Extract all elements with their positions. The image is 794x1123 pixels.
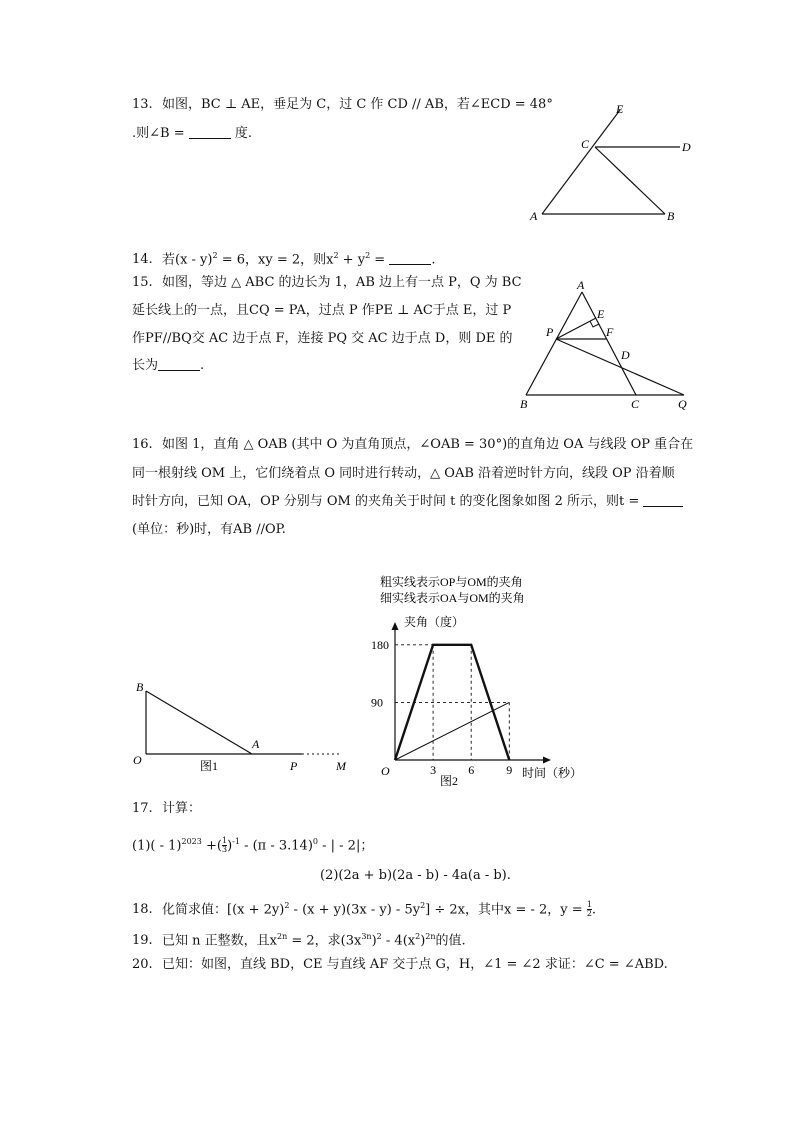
q13-label-E: E bbox=[616, 102, 624, 116]
q17-p1-text-3: - (π - 3.14) bbox=[239, 838, 313, 854]
q19-text-6: 的值. bbox=[435, 933, 466, 949]
q13-line-CB bbox=[595, 147, 665, 214]
q17-p1-frac-num: 1 bbox=[221, 836, 228, 846]
q17-p1-exp-2: -1 bbox=[232, 837, 240, 846]
fig1-side-BA bbox=[146, 691, 252, 754]
q18-text-4: . bbox=[591, 902, 597, 918]
q16-text-2: 同一根射线 OM 上，它们绕着点 O 同时进行转动，△ OAB 沿着逆时针方向，线段 OP 沿着顺 bbox=[132, 466, 675, 481]
q17-p2-text: (2)(2a + b)(2a - b) - 4a(a - b). bbox=[320, 868, 511, 883]
q20-text: 已知：如图，直线 BD，CE 与直线 AF 交于点 G，H，∠1 = ∠2 求证：∠C = ∠ABD. bbox=[162, 957, 668, 972]
q14-line bbox=[132, 247, 435, 269]
q13-answer-blank[interactable] bbox=[189, 126, 231, 139]
q15-line-PQ bbox=[556, 339, 684, 395]
chart-ytick-label: 90 bbox=[371, 695, 383, 710]
q17-p1-fraction bbox=[222, 837, 227, 854]
chart-title: 粗实线表示OP与OM的夹角 bbox=[380, 575, 523, 589]
chart-subtitle: 细实线表示OA与OM的夹角 bbox=[380, 591, 525, 605]
q13-line-AE bbox=[542, 110, 620, 214]
q17-p1-frac-den: 3 bbox=[221, 845, 228, 855]
q19-text-5: ) bbox=[420, 933, 426, 949]
q15-label-B: B bbox=[520, 397, 528, 411]
q15-line1 bbox=[132, 274, 522, 292]
q13-text-3: 度. bbox=[234, 126, 253, 141]
q17-number: 17. bbox=[132, 801, 153, 816]
q15-text-5: . bbox=[200, 358, 205, 373]
q13-text-1: 如图，BC ⊥ AE，垂足为 C，过 C 作 CD // AB，若∠ECD = 48° bbox=[162, 97, 553, 112]
q19-text-1: 已知 n 正整数，且x bbox=[162, 933, 277, 949]
chart-x-arrow bbox=[543, 757, 551, 764]
chart-xtick-label: 9 bbox=[506, 763, 513, 777]
q18-text-1: 化简求值：[(x + 2y) bbox=[162, 902, 285, 918]
q18-frac-den: 2 bbox=[586, 909, 592, 919]
chart-origin-label: O bbox=[381, 764, 390, 778]
q14-text-2: = 6，xy = 2，则x bbox=[217, 252, 334, 268]
q17-p1-text-4: - | - 2|； bbox=[317, 838, 374, 854]
q16-line1 bbox=[132, 436, 693, 454]
q18-text-2: - (x + y)(3x - y) - 5y bbox=[289, 902, 421, 918]
q15-text-4: 长为 bbox=[132, 358, 159, 373]
q17-line-title bbox=[132, 800, 201, 818]
q17-p1-exp-3: 0 bbox=[312, 837, 318, 846]
q19-exp-4: 2 bbox=[415, 932, 421, 941]
q15-label-D: D bbox=[621, 348, 630, 362]
q13-text-2: .则∠B = bbox=[132, 126, 185, 141]
q15-number: 15. bbox=[132, 275, 153, 290]
chart-ytick-label: 180 bbox=[371, 637, 389, 652]
q14-text-4: = bbox=[370, 252, 386, 268]
chart-ylabel: 夹角（度） bbox=[404, 615, 465, 629]
q16-figure1 bbox=[130, 678, 355, 776]
q19-exp-1: 2n bbox=[276, 932, 288, 941]
q14-text-3: + y bbox=[338, 252, 366, 268]
q13-line1 bbox=[132, 96, 553, 114]
chart-xlabel: 时间（秒） bbox=[522, 766, 583, 780]
fig1-label-B: B bbox=[136, 680, 144, 694]
q18-exp-1: 2 bbox=[284, 901, 290, 910]
fig1-label-M: M bbox=[336, 759, 346, 773]
q17-p1-text-2: +( bbox=[201, 838, 222, 854]
chart-y-arrow bbox=[392, 622, 399, 630]
chart-xtick-label: 6 bbox=[468, 763, 475, 777]
q16-answer-blank[interactable] bbox=[643, 494, 683, 507]
q14-exp-3: 2 bbox=[365, 251, 371, 260]
q15-line4 bbox=[132, 357, 204, 375]
fig1-label-O: O bbox=[133, 753, 142, 767]
q13-figure bbox=[525, 98, 705, 226]
chart-caption: 图2 bbox=[440, 774, 459, 788]
q14-text-1: 若(x - y) bbox=[162, 252, 213, 268]
q16-text-4: (单位：秒)时，有AB //OP. bbox=[132, 522, 286, 537]
q19-text-4: - 4(x bbox=[381, 933, 416, 949]
q18-exp-2: 2 bbox=[420, 901, 426, 910]
q15-label-A: A bbox=[577, 278, 585, 292]
q15-side-AB bbox=[526, 292, 582, 395]
q16-line3 bbox=[132, 493, 683, 511]
q15-side-AC bbox=[582, 292, 636, 395]
q13-label-A: A bbox=[530, 209, 538, 223]
q15-label-E: E bbox=[597, 307, 605, 321]
q17-p1-text-1: (1)( - 1) bbox=[132, 838, 182, 854]
q14-exp-2: 2 bbox=[333, 251, 339, 260]
q16-text-1: 如图 1，直角 △ OAB (其中 O 为直角顶点，∠OAB = 30°)的直角边 OA 与线段 OP 重合在 bbox=[162, 437, 694, 452]
q19-number: 19. bbox=[132, 933, 153, 949]
q18-frac-num: 1 bbox=[586, 900, 592, 910]
q14-answer-blank[interactable] bbox=[389, 252, 431, 265]
fig1-caption: 图1 bbox=[200, 759, 219, 773]
q18-text-3: ] ÷ 2x，其中x = - 2，y = bbox=[425, 902, 583, 918]
q15-text-1: 如图，等边 △ ABC 的边长为 1，AB 边上有一点 P，Q 为 BC bbox=[162, 275, 522, 290]
q15-figure bbox=[514, 278, 698, 416]
q15-line2 bbox=[132, 302, 511, 320]
q15-answer-blank[interactable] bbox=[158, 358, 200, 371]
q15-label-F: F bbox=[606, 325, 614, 339]
q16-line4 bbox=[132, 521, 286, 539]
q15-label-P: P bbox=[546, 325, 554, 339]
q19-text-3: ) bbox=[371, 933, 377, 949]
fig1-label-A: A bbox=[252, 737, 260, 751]
q15-label-C: C bbox=[631, 397, 640, 411]
q13-label-B: B bbox=[667, 209, 675, 223]
q17-part2 bbox=[320, 867, 511, 885]
q13-number: 13. bbox=[132, 97, 153, 112]
q14-number: 14. bbox=[132, 252, 153, 268]
q19-exp-5: 2n bbox=[425, 932, 436, 941]
q13-label-C: C bbox=[581, 137, 590, 151]
q15-text-2: 延长线上的一点，且CQ = PA，过点 P 作PE ⊥ AC于点 E，过 P bbox=[132, 303, 512, 318]
q17-title: 计算： bbox=[162, 801, 202, 816]
q16-text-3: 时针方向，已知 OA，OP 分别与 OM 的夹角关于时间 t 的变化图象如图 2 所示，则t = bbox=[132, 494, 640, 509]
q14-exp-1: 2 bbox=[212, 251, 218, 260]
fig1-label-P: P bbox=[290, 759, 298, 773]
q17-p1-exp-1: 2023 bbox=[181, 837, 202, 846]
q13-label-D: D bbox=[682, 140, 691, 154]
q17-part1: (1)( - 1)$^{2023}$ +( $\frac{1}{3}$ )$^{-1}$ - (π - 3.14)$^0$ - | - 2|； bbox=[132, 836, 374, 855]
q16-line2 bbox=[132, 465, 675, 483]
q19-exp-3: 2 bbox=[376, 932, 382, 941]
q14-text-5: . bbox=[431, 252, 436, 268]
chart-xtick-label: 3 bbox=[430, 763, 437, 777]
q19-text-2: = 2，求(3x bbox=[287, 933, 362, 949]
q13-line2 bbox=[132, 125, 252, 143]
q16-figure2-chart bbox=[360, 572, 620, 792]
q15-text-3: 作PF//BQ交 AC 边于点 F，连接 PQ 交 AC 边于点 D，则 DE 的 bbox=[132, 331, 513, 346]
q20-number: 20. bbox=[132, 957, 153, 972]
q18-line bbox=[132, 897, 596, 919]
q18-number: 18. bbox=[132, 902, 153, 918]
q19-exp-2: 3n bbox=[361, 932, 372, 941]
q20-line bbox=[132, 956, 668, 974]
q15-line3 bbox=[132, 330, 513, 348]
q15-label-Q: Q bbox=[678, 397, 687, 411]
q16-number: 16. bbox=[132, 437, 153, 452]
q19-line bbox=[132, 928, 466, 950]
